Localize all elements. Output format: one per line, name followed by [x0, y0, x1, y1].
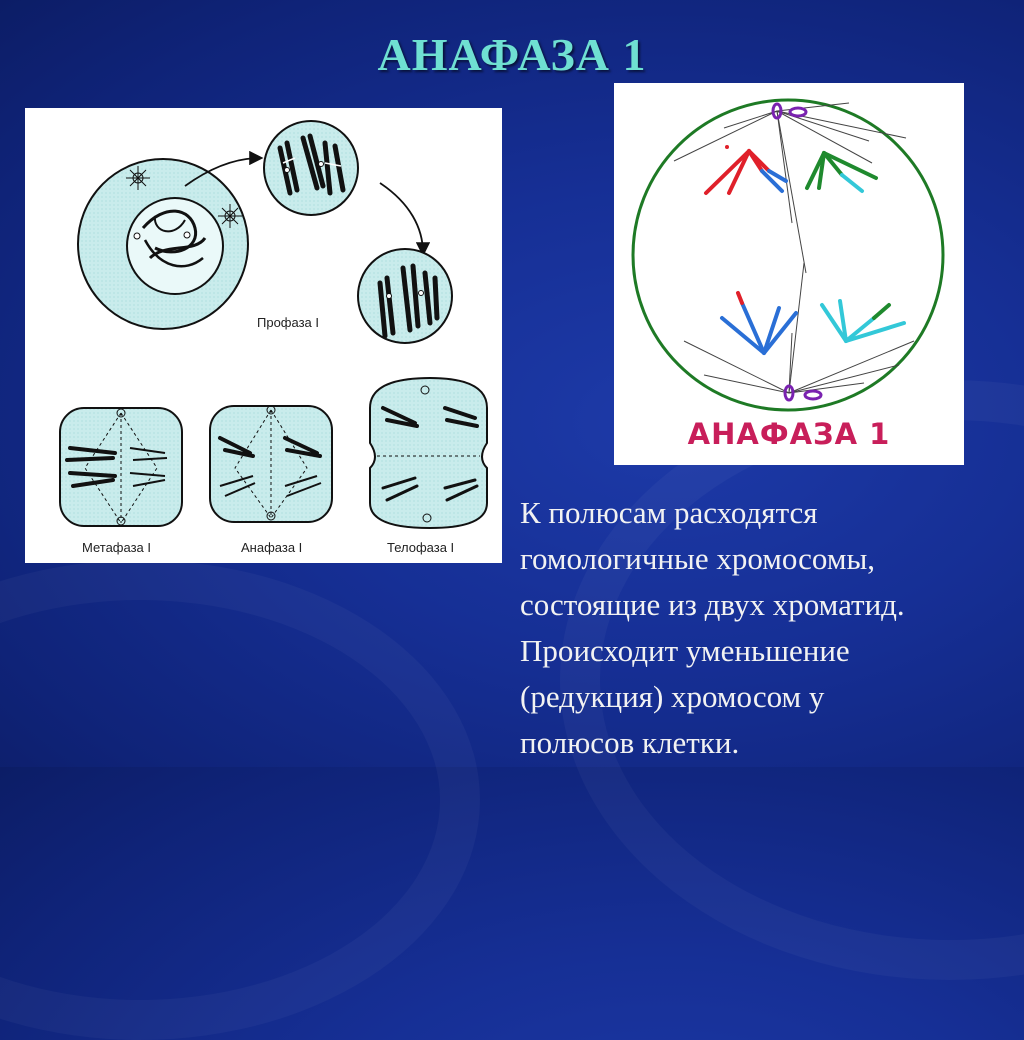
label-metaphase: Метафаза I	[82, 540, 152, 555]
chromosome-red	[706, 145, 786, 193]
prophase-small-cell-1	[264, 121, 358, 215]
description-line: Происходит уменьшение	[520, 633, 850, 668]
description-text	[520, 490, 1020, 766]
label-telophase: Телофаза I	[387, 540, 455, 555]
description-line: состоящие из двух хроматид.	[520, 587, 905, 622]
description-line: гомологичные хромосомы,	[520, 541, 876, 576]
anaphase-1-label: АНАФАЗА 1	[687, 417, 891, 451]
arrow-icon	[380, 183, 423, 253]
spindle-fibers-bottom	[684, 263, 914, 393]
prophase-cell	[78, 159, 248, 329]
cell-membrane	[633, 100, 943, 410]
label-prophase: Профаза I	[257, 315, 319, 330]
description-line: К полюсам расходятся	[520, 495, 818, 530]
chromosome-cyan	[822, 301, 904, 341]
chromosome-green	[807, 153, 876, 191]
anaphase-cell	[210, 406, 332, 522]
metaphase-cell	[60, 408, 182, 526]
label-anaphase: Анафаза I	[241, 540, 303, 555]
background-swoosh	[0, 560, 480, 1040]
description-line: полюсов клетки.	[520, 725, 740, 760]
description-line: (редукция) хромосом у	[520, 679, 825, 714]
meiosis-stages-figure	[25, 108, 502, 563]
prophase-small-cell-2	[358, 249, 452, 343]
chromosome-blue	[722, 293, 796, 353]
slide-title: АНАФАЗА 1	[377, 29, 647, 80]
anaphase-diagram	[614, 83, 964, 465]
meiosis-stages-drawing	[25, 108, 502, 563]
telophase-cell	[370, 378, 487, 528]
anaphase-drawing	[614, 83, 964, 465]
